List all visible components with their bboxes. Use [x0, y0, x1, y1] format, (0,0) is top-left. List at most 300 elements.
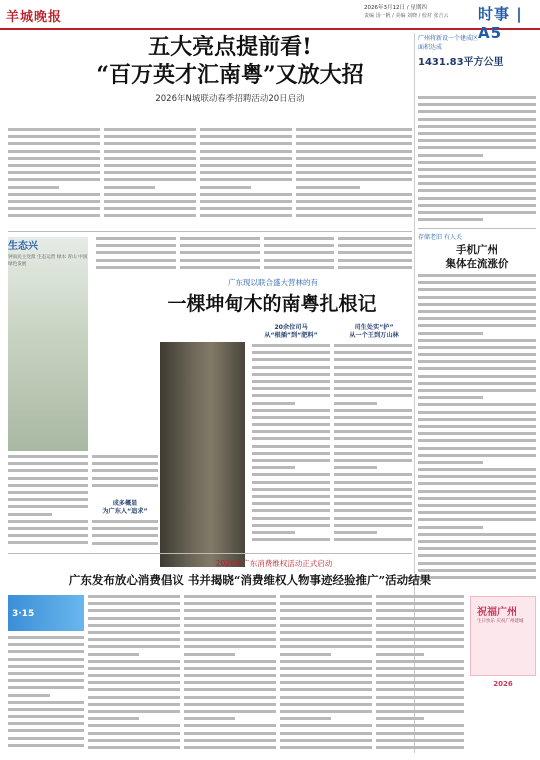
text-line — [8, 193, 100, 196]
text-line — [418, 139, 536, 142]
text-line — [418, 554, 536, 557]
text-line — [88, 688, 180, 691]
text-line — [252, 509, 330, 512]
text-line — [252, 495, 330, 498]
text-line — [418, 540, 536, 543]
essay-col-2 — [180, 237, 260, 273]
text-line — [418, 497, 536, 500]
lead-headline-block — [70, 33, 390, 104]
text-line — [88, 638, 180, 641]
text-line — [8, 171, 100, 174]
text-line — [88, 660, 180, 663]
text-line — [376, 638, 464, 641]
text-line — [296, 157, 412, 160]
text-line — [280, 724, 372, 727]
text-line — [418, 303, 536, 306]
text-line — [334, 445, 412, 448]
text-line — [376, 609, 464, 612]
feature-subhead-1b: 从“根插”到“肥料” — [264, 332, 318, 339]
text-line — [264, 244, 334, 247]
text-line — [334, 394, 412, 397]
feature-col-3 — [252, 344, 330, 550]
text-line — [8, 527, 88, 530]
text-line — [88, 717, 139, 720]
text-line — [418, 175, 536, 178]
text-line — [180, 237, 260, 240]
text-line — [334, 466, 377, 469]
text-line — [252, 402, 295, 405]
text-line — [334, 473, 412, 476]
text-line — [252, 358, 330, 361]
text-line — [252, 373, 330, 376]
ad-subtitle: 生日快乐 庆祝广州建城 — [477, 619, 524, 624]
kundian-tree-photo — [160, 342, 245, 567]
text-line — [8, 477, 88, 480]
text-line — [92, 534, 158, 537]
text-line — [180, 244, 260, 247]
text-line — [184, 660, 276, 663]
text-line — [184, 617, 276, 620]
text-line — [180, 259, 260, 262]
feature-subhead-2a: 司生处实“护” — [354, 324, 394, 331]
text-line — [8, 128, 100, 131]
section-tag: 时事 | A5 — [478, 5, 523, 42]
text-line — [376, 681, 464, 684]
right-rail-kicker: 广州将新设一个建成区 — [418, 35, 479, 42]
text-line — [338, 266, 412, 269]
text-line — [334, 416, 412, 419]
right-rail-brief — [418, 33, 536, 68]
text-line — [8, 505, 88, 508]
columnist-box — [8, 237, 92, 327]
ad-year: 2026 — [493, 680, 513, 688]
text-line — [8, 636, 84, 639]
text-line — [184, 688, 276, 691]
consumer-kicker: 2026年广东消费维权活动正式启动 — [215, 559, 333, 568]
feature-subhead-3b: 为广东人“追求” — [102, 508, 148, 515]
text-line — [334, 430, 412, 433]
text-line — [418, 375, 536, 378]
text-line — [334, 531, 377, 534]
text-line — [280, 645, 372, 648]
text-line — [252, 466, 295, 469]
consumer-col-2 — [88, 595, 180, 754]
text-line — [418, 454, 536, 457]
text-line — [280, 688, 372, 691]
text-line — [280, 638, 372, 641]
text-line — [184, 645, 276, 648]
text-line — [280, 653, 331, 656]
text-line — [104, 164, 196, 167]
text-line — [334, 373, 412, 376]
text-line — [418, 197, 536, 200]
text-line — [8, 462, 88, 465]
text-line — [184, 681, 276, 684]
text-line — [92, 484, 158, 487]
text-line — [338, 244, 412, 247]
staff-credits: 责编 汤一帆 / 美编 刘晓 / 校对 张吉云 — [364, 13, 449, 19]
text-line — [92, 469, 158, 472]
text-line — [8, 686, 84, 689]
text-line — [418, 146, 536, 149]
text-line — [184, 724, 276, 727]
phone-story-headline-1: 手机广州 — [456, 244, 498, 256]
text-line — [296, 207, 412, 210]
text-line — [88, 703, 180, 706]
text-line — [8, 658, 84, 661]
text-line — [418, 490, 536, 493]
text-line — [252, 481, 330, 484]
text-line — [418, 482, 536, 485]
text-line — [200, 207, 292, 210]
text-line — [334, 488, 412, 491]
text-line — [334, 423, 412, 426]
columnist-name: 生态兴 — [8, 241, 38, 252]
text-line — [252, 344, 330, 347]
text-line — [376, 710, 464, 713]
text-line — [104, 207, 196, 210]
text-line — [338, 251, 412, 254]
text-line — [418, 189, 536, 192]
text-line — [252, 502, 330, 505]
text-line — [8, 701, 84, 704]
feature-col-4 — [334, 344, 412, 550]
text-line — [184, 638, 276, 641]
text-line — [184, 746, 276, 749]
feature-subhead-2 — [336, 324, 412, 340]
text-line — [376, 732, 464, 735]
text-line — [418, 468, 536, 471]
text-line — [200, 171, 292, 174]
text-line — [252, 380, 330, 383]
right-rail-body — [418, 96, 536, 226]
text-line — [8, 142, 100, 145]
text-line — [180, 251, 260, 254]
text-line — [418, 447, 536, 450]
text-line — [334, 517, 412, 520]
text-line — [200, 150, 292, 153]
text-line — [92, 542, 158, 545]
text-line — [334, 502, 412, 505]
text-line — [376, 631, 464, 634]
text-line — [200, 193, 292, 196]
text-line — [418, 154, 483, 157]
text-line — [296, 200, 412, 203]
text-line — [418, 533, 536, 536]
text-line — [184, 624, 276, 627]
text-line — [418, 310, 536, 313]
text-line — [264, 237, 334, 240]
lead-body-col-1 — [8, 128, 100, 228]
text-line — [296, 135, 412, 138]
text-line — [8, 186, 59, 189]
text-line — [334, 402, 377, 405]
text-line — [252, 437, 330, 440]
text-line — [418, 418, 536, 421]
text-line — [8, 708, 84, 711]
lead-subhead: 2026年N城联动春季招聘活动20日启动 — [155, 94, 305, 104]
text-line — [104, 200, 196, 203]
text-line — [252, 409, 330, 412]
text-line — [334, 351, 412, 354]
text-line — [418, 118, 536, 121]
text-line — [96, 244, 176, 247]
text-line — [418, 125, 536, 128]
text-line — [88, 732, 180, 735]
text-line — [252, 387, 330, 390]
text-line — [8, 722, 84, 725]
text-line — [88, 674, 180, 677]
text-line — [8, 455, 88, 458]
text-line — [334, 452, 412, 455]
text-line — [88, 609, 180, 612]
text-line — [296, 150, 412, 153]
text-line — [376, 724, 464, 727]
text-line — [8, 498, 88, 501]
text-line — [200, 164, 292, 167]
text-line — [264, 259, 334, 262]
text-line — [376, 703, 464, 706]
text-line — [252, 430, 330, 433]
text-line — [96, 259, 176, 262]
text-line — [104, 171, 196, 174]
text-line — [376, 653, 424, 656]
section-rule-2 — [8, 553, 412, 554]
text-line — [8, 484, 88, 487]
text-line — [418, 281, 536, 284]
text-line — [418, 360, 536, 363]
newspaper-logo: 羊城晚报 — [6, 10, 63, 25]
lead-headline-line-2: “百万英才汇南粤”又放大招 — [96, 62, 364, 88]
text-line — [8, 541, 88, 544]
text-line — [280, 696, 372, 699]
ad-title: 祝福广州 — [477, 607, 517, 618]
consumer-day-banner — [8, 595, 84, 631]
text-line — [180, 266, 260, 269]
text-line — [8, 534, 88, 537]
text-line — [280, 609, 372, 612]
text-line — [280, 674, 372, 677]
text-line — [8, 672, 84, 675]
lead-body-col-3 — [200, 128, 292, 228]
text-line — [418, 96, 536, 99]
text-line — [88, 681, 180, 684]
consumer-headline: 广东发布放心消费倡议 书并揭晓“消费维权人物事迹经验推广”活动结果 — [68, 573, 432, 587]
text-line — [418, 324, 536, 327]
text-line — [8, 650, 84, 653]
text-line — [8, 520, 88, 523]
text-line — [104, 178, 196, 181]
lead-headline-line-1: 五大亮点提前看! — [148, 34, 312, 60]
text-line — [334, 481, 412, 484]
text-line — [280, 681, 372, 684]
text-line — [418, 518, 536, 521]
feature-subhead-3a: 成多概显 — [112, 500, 138, 507]
text-line — [184, 717, 235, 720]
text-line — [418, 288, 536, 291]
text-line — [418, 346, 536, 349]
text-line — [376, 739, 464, 742]
text-line — [334, 459, 412, 462]
text-line — [88, 724, 180, 727]
text-line — [252, 423, 330, 426]
text-line — [418, 168, 536, 171]
text-line — [418, 411, 536, 414]
text-line — [338, 259, 412, 262]
text-line — [88, 645, 180, 648]
text-line — [8, 207, 100, 210]
text-line — [296, 142, 412, 145]
text-line — [418, 425, 536, 428]
lead-body-col-4 — [296, 128, 412, 228]
text-line — [104, 214, 196, 217]
text-line — [8, 164, 100, 167]
text-line — [200, 142, 292, 145]
text-line — [104, 186, 155, 189]
text-line — [334, 344, 412, 347]
text-line — [376, 746, 464, 749]
text-line — [252, 531, 295, 534]
text-line — [252, 394, 330, 397]
text-line — [8, 178, 100, 181]
text-line — [252, 452, 330, 455]
text-line — [280, 717, 331, 720]
right-rail-area-figure: 1431.83平方公里 — [418, 57, 504, 68]
text-line — [252, 488, 330, 491]
text-line — [96, 237, 176, 240]
text-line — [418, 132, 536, 135]
text-line — [334, 366, 412, 369]
text-line — [334, 538, 412, 541]
text-line — [88, 617, 180, 620]
text-line — [184, 739, 276, 742]
text-line — [8, 665, 84, 668]
text-line — [104, 142, 196, 145]
text-line — [418, 182, 536, 185]
text-line — [88, 631, 180, 634]
text-line — [8, 469, 88, 472]
text-line — [184, 674, 276, 677]
text-line — [252, 445, 330, 448]
text-line — [418, 367, 536, 370]
text-line — [252, 538, 330, 541]
text-line — [418, 382, 536, 385]
text-line — [92, 477, 158, 480]
text-line — [8, 135, 100, 138]
text-line — [418, 547, 536, 550]
text-line — [418, 274, 536, 277]
text-line — [252, 366, 330, 369]
text-line — [92, 455, 158, 458]
text-line — [376, 717, 424, 720]
text-line — [8, 679, 84, 682]
text-line — [418, 317, 536, 320]
section-rule-1 — [8, 231, 412, 232]
text-line — [418, 339, 536, 342]
text-line — [200, 214, 292, 217]
birthday-ad — [470, 596, 536, 676]
text-line — [252, 459, 330, 462]
text-line — [376, 660, 464, 663]
text-line — [252, 473, 330, 476]
text-line — [184, 595, 276, 598]
text-line — [418, 461, 483, 464]
text-line — [88, 667, 180, 670]
text-line — [334, 437, 412, 440]
text-line — [184, 631, 276, 634]
feature-subhead-1 — [256, 324, 326, 340]
text-line — [88, 746, 180, 749]
banner-text: 3·15 — [12, 609, 35, 619]
feature-col-2a — [92, 455, 158, 495]
text-line — [8, 729, 84, 732]
text-line — [296, 171, 412, 174]
text-line — [252, 351, 330, 354]
text-line — [376, 602, 464, 605]
text-line — [104, 135, 196, 138]
text-line — [418, 332, 483, 335]
text-line — [8, 157, 100, 160]
text-line — [200, 135, 292, 138]
text-line — [376, 617, 464, 620]
columnist-note: 钟南民主党派 生态运营 绿水 青山 中国 绿色发展 — [8, 255, 88, 267]
text-line — [296, 164, 412, 167]
text-line — [280, 732, 372, 735]
text-line — [184, 703, 276, 706]
lead-body-col-2 — [104, 128, 196, 228]
text-line — [334, 495, 412, 498]
text-line — [334, 387, 412, 390]
text-line — [334, 524, 412, 527]
text-line — [8, 643, 84, 646]
text-line — [280, 602, 372, 605]
text-line — [376, 624, 464, 627]
text-line — [184, 710, 276, 713]
text-line — [8, 200, 100, 203]
consumer-col-3 — [184, 595, 276, 754]
text-line — [184, 732, 276, 735]
text-line — [280, 617, 372, 620]
text-line — [418, 562, 536, 565]
text-line — [200, 178, 292, 181]
essay-col-1 — [96, 237, 176, 273]
text-line — [200, 128, 292, 131]
text-line — [418, 353, 536, 356]
text-line — [418, 103, 536, 106]
text-line — [104, 150, 196, 153]
consumer-col-5 — [376, 595, 464, 754]
text-line — [8, 513, 52, 516]
text-line — [334, 409, 412, 412]
text-line — [418, 511, 536, 514]
text-line — [184, 667, 276, 670]
text-line — [264, 251, 334, 254]
feature-subhead-2b: 从一个王到万山林 — [349, 332, 399, 339]
phone-story-headline-2: 集体在流涨价 — [445, 258, 509, 270]
text-line — [8, 737, 84, 740]
text-line — [88, 696, 180, 699]
text-line — [88, 710, 180, 713]
text-line — [418, 218, 483, 221]
text-line — [280, 667, 372, 670]
text-line — [376, 696, 464, 699]
text-line — [96, 251, 176, 254]
text-line — [418, 439, 536, 442]
text-line — [296, 128, 412, 131]
text-line — [376, 688, 464, 691]
consumer-col-4 — [280, 595, 372, 754]
text-line — [418, 432, 536, 435]
